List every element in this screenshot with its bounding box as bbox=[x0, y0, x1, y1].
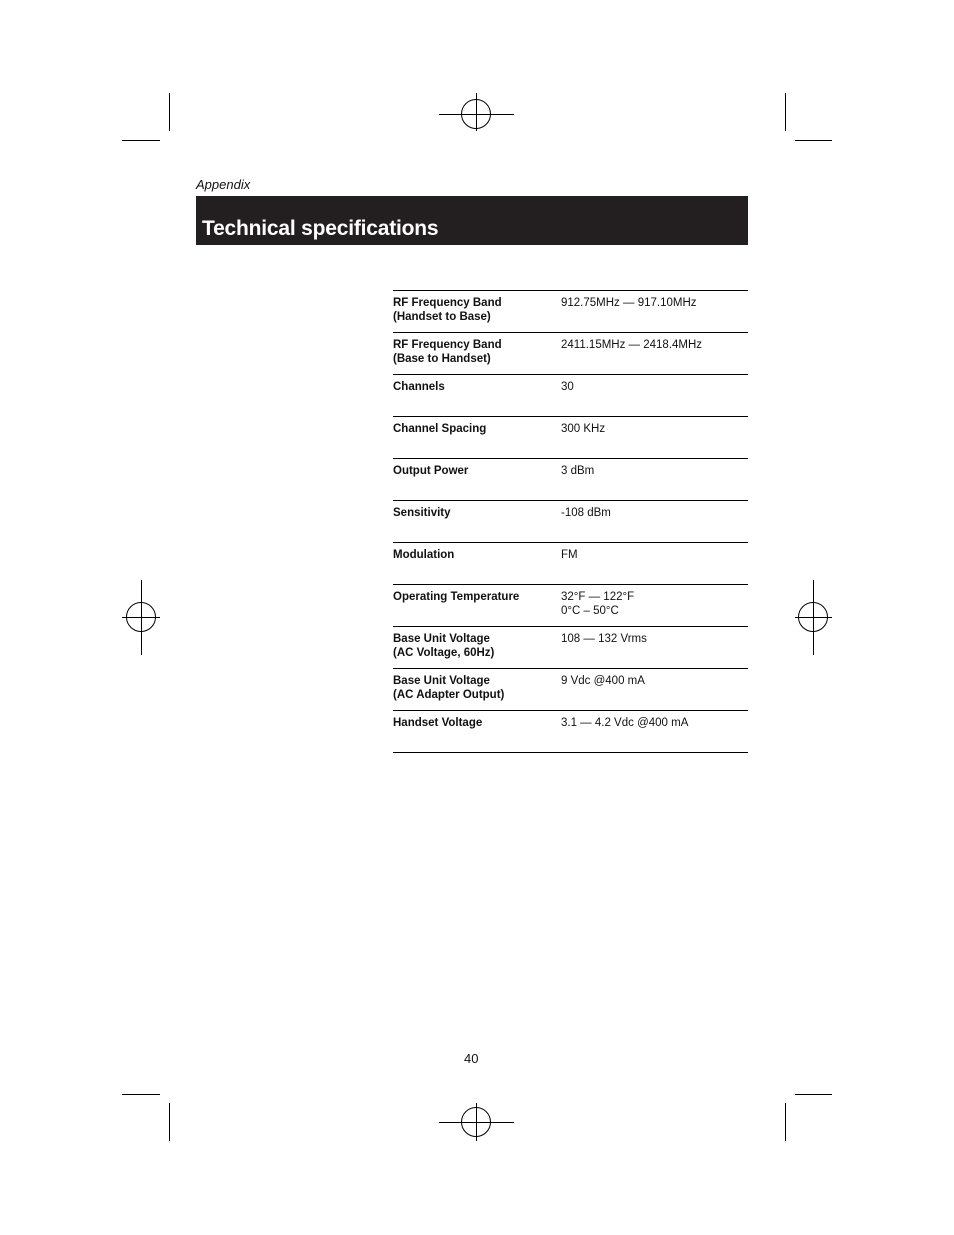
spec-label: Output Power bbox=[393, 465, 469, 477]
title-banner bbox=[196, 196, 748, 245]
spec-value: 300 KHz bbox=[561, 423, 606, 435]
spec-value: 3.1 — 4.2 Vdc @400 mA bbox=[561, 717, 689, 729]
registration-line-bottom-v bbox=[476, 1103, 477, 1141]
spec-table bbox=[393, 290, 748, 753]
spec-row bbox=[393, 459, 748, 501]
crop-mark-bottom-right-horizontal bbox=[795, 1094, 832, 1095]
spec-label: Sensitivity bbox=[393, 507, 451, 519]
spec-label: Operating Temperature bbox=[393, 591, 520, 603]
registration-line-left-v bbox=[141, 580, 142, 655]
spec-label: Channel Spacing bbox=[393, 423, 487, 435]
spec-value: 32°F — 122°F 0°C – 50°C bbox=[561, 591, 635, 617]
spec-label: RF Frequency Band (Handset to Base) bbox=[393, 297, 502, 323]
spec-value: 3 dBm bbox=[561, 465, 595, 477]
registration-line-right-v bbox=[813, 580, 814, 655]
spec-label: Base Unit Voltage (AC Voltage, 60Hz) bbox=[393, 633, 495, 659]
spec-row bbox=[393, 543, 748, 585]
crop-mark-top-left-vertical bbox=[169, 93, 170, 131]
spec-row bbox=[393, 291, 748, 333]
spec-value: 30 bbox=[561, 381, 574, 393]
spec-label: Channels bbox=[393, 381, 445, 393]
spec-value: 9 Vdc @400 mA bbox=[561, 675, 645, 687]
crop-mark-top-right-horizontal bbox=[795, 140, 832, 141]
spec-row bbox=[393, 333, 748, 375]
spec-value: 912.75MHz — 917.10MHz bbox=[561, 297, 697, 309]
registration-line-top-v bbox=[476, 93, 477, 131]
crop-mark-bottom-right-vertical bbox=[785, 1103, 786, 1141]
spec-label: Handset Voltage bbox=[393, 717, 483, 729]
crop-mark-top-right-vertical bbox=[785, 93, 786, 131]
spec-value: -108 dBm bbox=[561, 507, 611, 519]
spec-row bbox=[393, 711, 748, 753]
page-number: 40 bbox=[464, 1051, 479, 1066]
spec-value: 2411.15MHz — 2418.4MHz bbox=[561, 339, 703, 351]
spec-label: Base Unit Voltage (AC Adapter Output) bbox=[393, 675, 505, 701]
spec-label: Modulation bbox=[393, 549, 455, 561]
spec-row bbox=[393, 501, 748, 543]
spec-label: RF Frequency Band (Base to Handset) bbox=[393, 339, 502, 365]
crop-mark-top-left-horizontal bbox=[122, 140, 160, 141]
spec-row bbox=[393, 669, 748, 711]
spec-row bbox=[393, 417, 748, 459]
crop-mark-bottom-left-horizontal bbox=[122, 1094, 160, 1095]
spec-row bbox=[393, 375, 748, 417]
page-title: Technical specifications bbox=[202, 217, 439, 240]
spec-row bbox=[393, 585, 748, 627]
section-label: Appendix bbox=[196, 177, 251, 192]
spec-value: FM bbox=[561, 549, 578, 561]
spec-row bbox=[393, 627, 748, 669]
spec-value: 108 — 132 Vrms bbox=[561, 633, 647, 645]
crop-mark-bottom-left-vertical bbox=[169, 1103, 170, 1141]
